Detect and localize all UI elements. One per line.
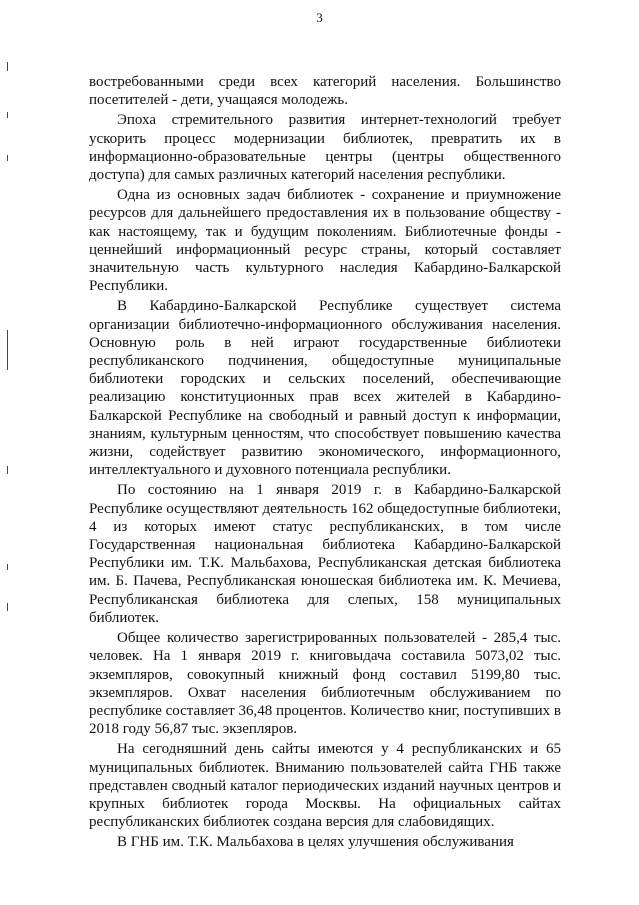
page-number: 3 — [316, 10, 323, 25]
scan-mark — [7, 62, 8, 71]
document-body — [89, 73, 561, 852]
paragraph: В ГНБ им. Т.К. Мальбахова в целях улучшения обслуживания — [117, 834, 514, 851]
paragraph: По состоянию на 1 января 2019 г. в Кабардино-Балкарской Республике осуществляют деятельность 162 общедоступные библиотеки, 4 из которых имеют статус республиканских, в том числе Государственная национальная библиотека Кабардино-Балкарской Республики им. Т.К. Мальбахова, Республиканская детская библиотека им. Б. Пачева, Республиканская юношеская библиотека им. К. Мечиева, Республиканская библиотека для слепых, 158 муниципальных библиотек. — [89, 482, 561, 626]
scan-mark — [7, 466, 8, 474]
paragraph: востребованными среди всех категорий населения. Большинство посетителей - дети, учащаяся молодежь. — [89, 74, 561, 109]
scan-mark — [7, 155, 8, 161]
paragraph: Эпоха стремительного развития интернет-технологий требует ускорить процесс модернизации библиотек, превратить их в информационно-образовательные центры (центры общественного доступа) для самых различных категорий населения республики. — [89, 112, 561, 184]
scan-mark — [7, 330, 8, 370]
scan-mark — [7, 112, 8, 118]
scan-mark — [7, 603, 8, 611]
paragraph: Одна из основных задач библиотек - сохранение и приумножение ресурсов для дальнейшего предоставления их в пользование обществу - как настоящему, так и будущим поколениям. Библиотечные фонды - ценнейший информационный ресурс страны, который составляет значительную часть культурного наследия Кабардино-Балкарской Республики. — [89, 187, 561, 295]
paragraph: На сегодняшний день сайты имеются у 4 республиканских и 65 муниципальных библиотек. Вниманию пользователей сайта ГНБ также представлен сводный каталог периодических изданий научных центров и крупных библиотек города Москвы. На официальных сайтах республиканских библиотек создана версия для слабовидящих. — [89, 741, 561, 831]
paragraph: Общее количество зарегистрированных пользователей - 285,4 тыс. человек. На 1 января 2019 г. книговыдача составила 5073,02 тыс. экземпляров, совокупный книжный фонд составил 5199,80 тыс. экземпляров. Охват населения библиотечным обслуживанием по республике составляет 36,48 процентов. Количество книг, поступивших в 2018 году 56,87 тыс. экзепляров. — [89, 630, 561, 738]
paragraph: В Кабардино-Балкарской Республике существует система организации библиотечно-информационного обслуживания населения. Основную роль в ней играют государственные библиотеки республиканского подчинения, общедоступные муниципальные библиотеки городских и сельских поселений, обеспечивающие реализацию конституционных прав всех жителей в Кабардино-Балкарской Республике на свободный и равный доступ к информации, знаниям, культурным ценностям, что способствует повышению качества жизни, содействует развитию экономического, информационного, интеллектуального и духовного потенциала республики. — [89, 298, 561, 479]
scan-mark — [7, 564, 8, 570]
